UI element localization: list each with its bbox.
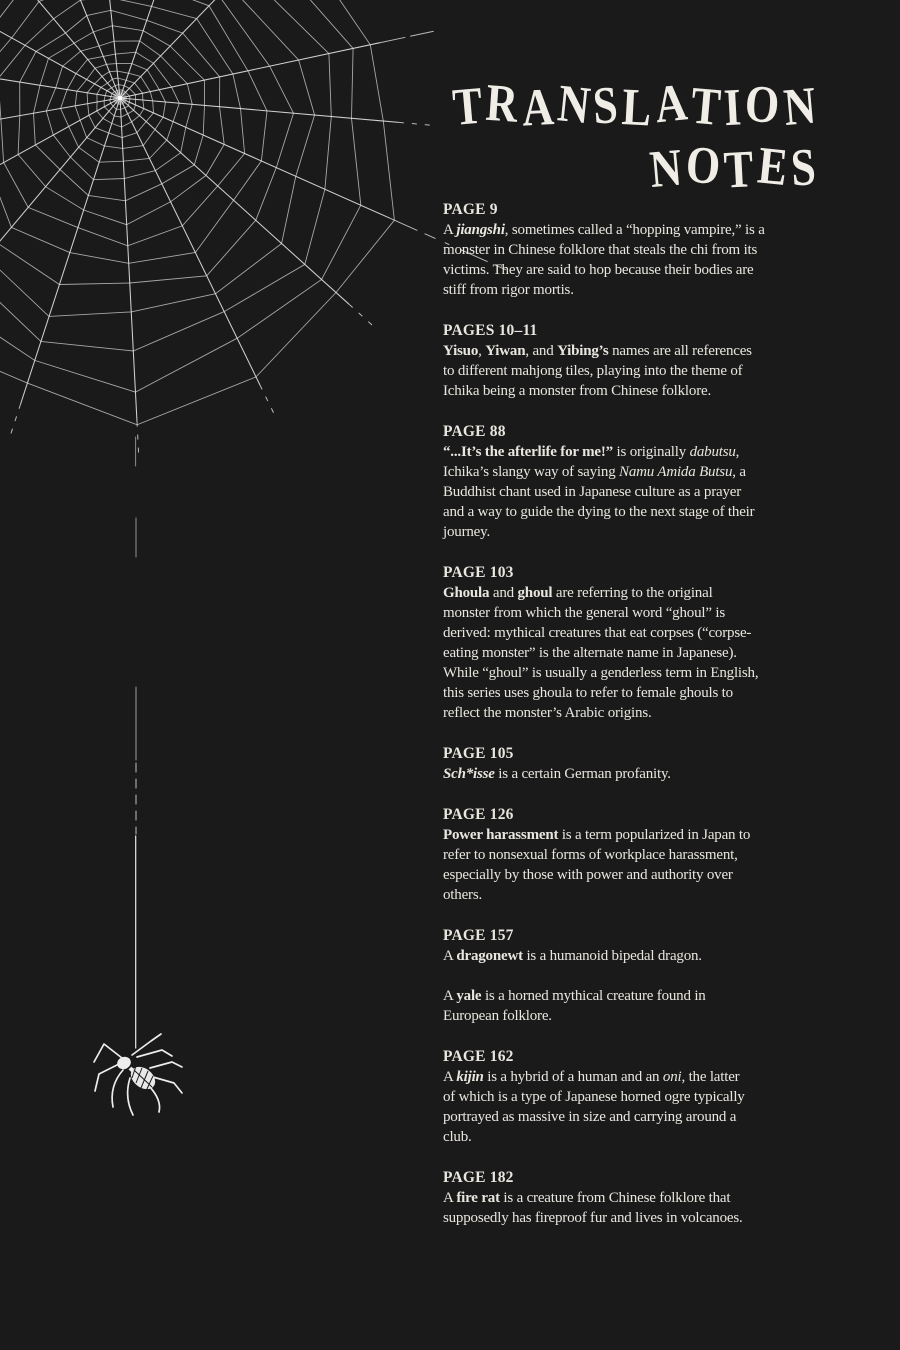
text-run: is a certain German profanity. [494,766,671,782]
text-run: , [478,343,486,359]
notes-column [443,200,833,1228]
note-line [443,663,833,683]
note-page-label: PAGE 9 [443,201,498,218]
text-run: A [443,988,457,1004]
note-page-label: PAGE 103 [443,564,514,581]
note-line [443,220,833,240]
note-section [443,563,833,723]
text-run: is a humanoid bipedal dragon. [522,948,702,964]
text-run: , sometimes called a “hopping vampire,” is a [504,222,765,238]
note-line [443,583,833,603]
note-line [443,946,833,966]
text-run: A [443,222,457,238]
text-run: While “ghoul” is usually a genderless term in English, [443,665,759,681]
text-run: monster from which the general word “ghoul” is [443,605,725,621]
spider-web-illustration [0,0,513,459]
text-run: Ghoula [443,585,490,601]
title-letter: O [684,135,724,197]
note-line [443,1087,833,1107]
title-letter: N [781,76,819,138]
title-letter: N [554,73,594,136]
text-run: fire rat [456,1190,500,1206]
note-paragraph [443,442,833,542]
text-run: is a horned mythical creature found in [481,988,706,1004]
note-page-label: PAGES 10–11 [443,322,538,339]
note-line [443,845,833,865]
note-paragraph [443,986,833,1026]
note-line [443,1067,833,1087]
title-letter: O [743,74,783,136]
note-paragraph [443,946,833,966]
note-paragraph [443,1067,833,1147]
note-paragraph [443,1188,833,1228]
note-section [443,422,833,542]
note-line [443,502,833,522]
note-page-label: PAGE 182 [443,1169,514,1186]
text-run: this series uses ghoula to refer to female ghouls to [443,685,733,701]
title-letter: L [620,77,654,138]
title-letter: T [722,139,757,200]
note-paragraph [443,220,833,300]
text-run: reflect the monster’s Arabic origins. [443,705,652,721]
note-line [443,1127,833,1147]
title-letter: A [520,77,557,139]
text-run: supposedly has fireproof fur and lives in volcanoes. [443,1210,743,1226]
title-letter: A [652,72,691,135]
note-line [443,865,833,885]
note-line [443,1208,833,1228]
text-run: A [443,1069,457,1085]
text-run: portrayed as massive in size and carrying around a [443,1109,737,1125]
text-run: refer to nonsexual forms of workplace harassment, [443,847,738,863]
text-run: monster in Chinese folklore that steals the chi from its [443,242,758,258]
note-page-label: PAGE 88 [443,423,506,440]
title-letter: R [484,73,521,135]
text-run: of which is a type of Japanese horned ogre typically [443,1089,745,1105]
note-line [443,1188,833,1208]
text-run: is a term popularized in Japan to [558,827,751,843]
text-run: is a creature from Chinese folklore that [499,1190,731,1206]
text-run: names are all references [608,343,752,359]
text-run: A [443,1190,457,1206]
text-run: especially by those with power and authority over [443,867,733,883]
title-letter: T [450,76,486,138]
note-section [443,805,833,905]
text-run: , and [525,343,558,359]
note-page-label: PAGE 162 [443,1048,514,1065]
text-run: “...It’s the afterlife for me!” [443,444,613,460]
text-run: , the latter [681,1069,740,1085]
text-run: jiangshi [456,222,505,238]
note-section [443,1168,833,1228]
text-run: to different mahjong tiles, playing into the theme of [443,363,743,379]
note-paragraph [443,341,833,401]
note-line [443,462,833,482]
text-run: eating monster” is the alternate name in Japanese). [443,645,737,661]
text-run: and [489,585,518,601]
note-line [443,1006,833,1026]
spider-icon [94,1034,182,1115]
note-line [443,623,833,643]
text-run: and a way to guide the dying to the next stage of their [443,504,755,520]
text-run: European folklore. [443,1008,552,1024]
text-run: dragonewt [456,948,523,964]
note-line [443,482,833,502]
note-page-label: PAGE 105 [443,745,514,762]
note-line [443,442,833,462]
note-line [443,341,833,361]
title-letter: I [722,78,744,138]
note-section [443,200,833,300]
note-line [443,764,833,784]
text-run: Sch*isse [443,766,495,782]
note-line [443,703,833,723]
text-run: others. [443,887,483,903]
title-letter: E [754,136,792,198]
note-section [443,321,833,401]
note-section [443,744,833,784]
text-run: oni [662,1069,682,1085]
note-line [443,280,833,300]
text-run: is a hybrid of a human and an [483,1069,663,1085]
note-paragraph [443,583,833,723]
note-line [443,381,833,401]
text-run: derived: mythical creatures that eat corpses (“corpse- [443,625,752,641]
note-page-label: PAGE 157 [443,927,514,944]
text-run: club. [443,1129,472,1145]
text-run: Power harassment [443,827,559,843]
text-run: Ichika being a monster from Chinese folklore. [443,383,712,399]
note-line [443,986,833,1006]
text-run: Yibing’s [557,343,609,359]
text-run: dabutsu [689,444,736,460]
text-run: A [443,948,457,964]
text-run: Namu Amida Butsu [619,464,733,480]
text-run: stiff from rigor mortis. [443,282,574,298]
title-letter: S [591,75,621,137]
note-line [443,683,833,703]
note-line [443,603,833,623]
text-run: ghoul [517,585,553,601]
page-title-line-2 [451,137,818,199]
note-line [443,643,833,663]
note-section [443,926,833,1026]
title-letter: T [688,76,724,138]
text-run: kijin [456,1069,484,1085]
note-line [443,885,833,905]
text-run: is originally [612,444,690,460]
note-paragraph [443,825,833,905]
note-line [443,240,833,260]
text-run: , a [732,464,746,480]
text-run: , [735,444,740,460]
note-paragraph [443,764,833,784]
text-run: journey. [443,524,490,540]
text-run: Yiwan [485,343,526,359]
text-run: Buddhist chant used in Japanese culture as a prayer [443,484,742,500]
text-run: are referring to the original [552,585,713,601]
title-letter: S [788,137,819,199]
title-letter: N [647,138,686,200]
text-run: yale [456,988,482,1004]
note-line [443,825,833,845]
text-run: victims. They are said to hop because their bodies are [443,262,754,278]
page-title [450,72,819,200]
text-run: Ichika’s slangy way of saying [443,464,620,480]
note-line [443,361,833,381]
note-line [443,260,833,280]
note-page-label: PAGE 126 [443,806,514,823]
note-line [443,522,833,542]
note-line [443,1107,833,1127]
text-run: Yisuo [443,343,479,359]
note-section [443,1047,833,1147]
